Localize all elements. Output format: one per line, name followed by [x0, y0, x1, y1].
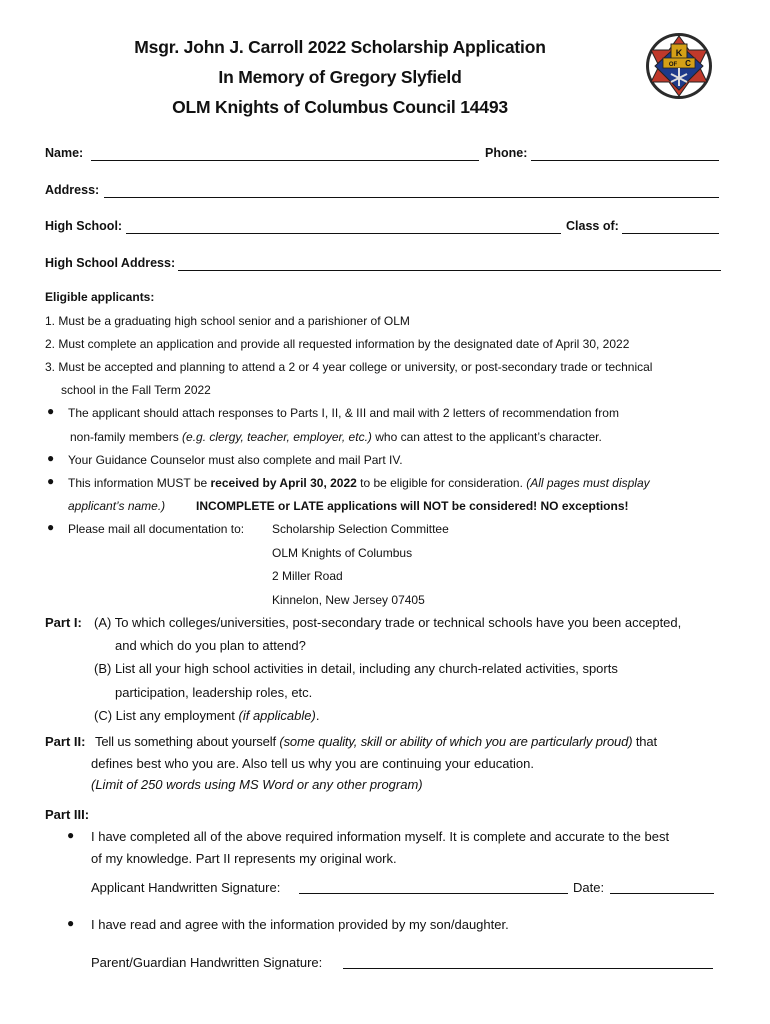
eligible-item-3-cont: school in the Fall Term 2022	[61, 383, 211, 397]
knights-of-columbus-emblem	[643, 28, 715, 104]
high-school-address-field[interactable]	[178, 270, 721, 271]
name-field[interactable]	[91, 160, 479, 161]
date-field[interactable]	[610, 893, 714, 894]
bullet-2: Your Guidance Counselor must also complete and mail Part IV.	[68, 453, 403, 467]
bullet-dot: ●	[47, 520, 55, 534]
bullet-dot: ●	[47, 451, 55, 465]
title-line-1: Msgr. John J. Carroll 2022 Scholarship Application	[134, 37, 546, 57]
part-2-line-1: Tell us something about yourself (some quality, skill or ability of which you are particularly proud) that	[95, 734, 657, 749]
part-2-line-2: defines best who you are. Also tell us why you are continuing your education.	[91, 756, 534, 771]
logo-letter-of: OF	[668, 62, 678, 68]
high-school-label: High School:	[45, 219, 123, 233]
part-2-line-3: (Limit of 250 words using MS Word or any other program)	[91, 777, 423, 792]
bullet-3-line-2-italic: applicant’s name.)	[68, 499, 166, 513]
part-1-label: Part I:	[45, 615, 82, 630]
high-school-field[interactable]	[126, 233, 561, 234]
eligible-item-2: 2. Must complete an application and provide all requested information by the designated date of April 30, 2022	[45, 337, 630, 351]
name-label: Name:	[45, 146, 84, 160]
part-1-b-line-1: (B) List all your high school activities in detail, including any church-related activities, sports	[94, 661, 618, 676]
address-label: Address:	[45, 183, 100, 197]
part-3-label: Part III:	[45, 807, 90, 822]
title-line-2: In Memory of Gregory Slyfield	[218, 67, 462, 87]
bullet-dot: ●	[47, 474, 55, 488]
mailing-address-line-4: Kinnelon, New Jersey 07405	[272, 593, 425, 607]
phone-field[interactable]	[531, 160, 719, 161]
high-school-address-label: High School Address:	[45, 256, 176, 270]
address-field[interactable]	[104, 197, 719, 198]
bullet-dot: ●	[67, 916, 75, 930]
logo-letter-k: K	[675, 48, 683, 58]
applicant-signature-field[interactable]	[299, 893, 568, 894]
mailing-address-line-2: OLM Knights of Columbus	[272, 546, 413, 560]
mailing-address-line-1: Scholarship Selection Committee	[272, 522, 449, 536]
part-1-c: (C) List any employment (if applicable).	[94, 708, 320, 723]
bullet-4: Please mail all documentation to:	[68, 522, 245, 536]
bullet-1-line-1: The applicant should attach responses to Parts I, II, & III and mail with 2 letters of recommendation from	[68, 406, 619, 420]
parent-statement: I have read and agree with the information provided by my son/daughter.	[91, 917, 509, 932]
bullet-3-line-1: This information MUST be received by April 30, 2022 to be eligible for consideration. (All pages must display	[68, 476, 650, 490]
mailing-address-line-3: 2 Miller Road	[272, 569, 343, 583]
part-1-b-line-2: participation, leadership roles, etc.	[115, 685, 313, 700]
eligible-heading: Eligible applicants:	[45, 290, 155, 304]
part-1-a-line-1: (A) To which colleges/universities, post-secondary trade or technical schools have you been accepted,	[94, 615, 682, 630]
bullet-dot: ●	[47, 404, 55, 418]
phone-label: Phone:	[485, 146, 528, 160]
bullet-1-line-2: non-family members (e.g. clergy, teacher, employer, etc.) who can attest to the applicant’s character.	[70, 430, 602, 444]
title-line-3: OLM Knights of Columbus Council 14493	[172, 97, 508, 117]
part-1-a-line-2: and which do you plan to attend?	[115, 638, 306, 653]
logo-letter-c: C	[685, 59, 691, 68]
class-of-field[interactable]	[622, 233, 719, 234]
date-label: Date:	[573, 880, 605, 895]
part-3-statement-line-2: of my knowledge. Part II represents my original work.	[91, 851, 397, 866]
bullet-dot: ●	[67, 828, 75, 842]
parent-signature-label: Parent/Guardian Handwritten Signature:	[91, 955, 323, 970]
class-of-label: Class of:	[566, 219, 619, 233]
eligible-item-1: 1. Must be a graduating high school senior and a parishioner of OLM	[45, 314, 410, 328]
applicant-signature-label: Applicant Handwritten Signature:	[91, 880, 281, 895]
part-3-statement-line-1: I have completed all of the above required information myself. It is complete and accurate to the best	[91, 829, 670, 844]
parent-signature-field[interactable]	[343, 968, 713, 969]
eligible-item-3: 3. Must be accepted and planning to attend a 2 or 4 year college or university, or post-secondary trade or technical	[45, 360, 653, 374]
part-2-label: Part II:	[45, 734, 86, 749]
bullet-3-warning: INCOMPLETE or LATE applications will NOT be considered! NO exceptions!	[196, 499, 629, 513]
